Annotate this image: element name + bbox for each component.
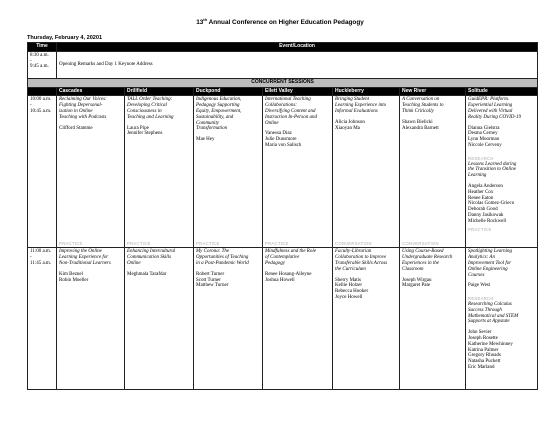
session-row-2 [28,248,538,390]
room-duckpond: Duckpond [194,87,263,96]
session-type-label: RESEARCH [468,296,494,302]
session-title: Learning [468,173,487,179]
presenter-name: Vanessa Diaz [265,131,292,137]
session-title: Think Critically [402,108,434,114]
session-title: Analytics: An [468,255,495,261]
session-cell [466,96,538,248]
session-type-label: PRACTICE [127,240,151,246]
session-title: Enhancing Intercultural [127,249,176,255]
keynote-event: Opening Remarks and Day 1 Keynote Address [57,51,538,78]
session-title: Opportunities of Teaching [196,255,249,261]
session-title: Teaching with Podcasts [59,114,107,120]
presenter-name: Joseph Rosette [468,335,498,341]
room-new-river: New River [400,87,466,96]
presenter-name: Alicia Johnson [335,119,365,125]
presenter-name: Meghmala Tarafdar [127,271,167,277]
presenter-name: Laura Pipe [127,125,149,131]
session-type-label: CONVERSATION [335,240,372,246]
session-title: of Contemplative [265,255,300,261]
presenter-name: Kellie Holzer [335,283,363,289]
session-cell [125,248,194,390]
session-title: Fighting Depersonal- [59,103,103,109]
session-title: Undergraduate Research [402,255,453,261]
session-cell [333,96,400,248]
session-type-label: PRACTICE [468,226,492,232]
presenter-name: Natasha Puckett [468,359,501,365]
session-cell [194,248,263,390]
session-title: Collaborations: [265,103,297,109]
keynote-row [28,51,538,78]
presenter-name: Dianna Gielstra [468,125,500,131]
room-header-row [28,87,538,96]
session-title: Transferable Skills Across [335,260,388,266]
presenter-name: Rebecca Hooker [335,289,369,295]
presenter-name: Jennifer Stephens [127,131,163,137]
session-title: Transformation [196,126,228,132]
presenter-name: Matthew Turner [196,283,229,289]
presenter-name: Heather Cox [468,189,494,195]
conference-title: 13th Annual Conference on Higher Education Pedagogy [196,17,364,27]
session-type-label: PRACTICE [196,240,220,246]
session-title: Indigenous Education, [196,97,242,103]
presenter-name: Nicolas Gomez-Grieco [468,201,515,207]
room-blank [28,87,57,96]
presenter-name: Michelle Rockwell [468,218,507,224]
keynote-time: 8:30 a.m. - 9:45 a.m. [28,51,57,78]
schedule-table [27,42,538,390]
session-title: Online [127,260,141,266]
presenter-name: Niccole Cerveny [468,142,502,148]
presenter-name: Desma Cerney [468,131,498,137]
session-title: Online Engineering [468,266,508,272]
session-title: Collaboration to Improve [335,255,387,261]
session-title: Learning Experience for [59,255,109,261]
room-cascades: Cascades [57,87,125,96]
session-title: Spotlighting Learning [468,249,513,255]
session-cell [263,248,333,390]
session-title: Mathematical and STEM [468,313,519,319]
session-title: Informal Evaluations [335,108,378,114]
presenter-name: Angela Anderson [468,183,503,189]
presenter-name: Sherry Matis [335,277,361,283]
presenter-name: Gregory Rhoads [468,353,501,359]
presenter-name: Joyce Howell [335,294,363,300]
room-huckleberry: Huckleberry [333,87,400,96]
presenter-name: Robin Moeller [59,277,89,283]
session-cell [57,96,125,248]
session-title: Experiences in the [402,260,439,266]
presenter-name: Maria von Salisch [265,142,302,148]
event-header: Event/Location [57,43,538,52]
session-title: Classroom [402,266,424,272]
presenter-name: Robert Turner [196,271,225,277]
session-title: GuidEPR: Platform. [468,97,510,103]
session-title: Improvement Tool for [468,260,512,266]
session-title: Diversifying Content and [265,108,316,114]
schedule-date: Thursday, February 4, 20201 [27,35,103,41]
presenter-name: Lynn Moorman [468,137,500,143]
session-title: Teaching Students to [402,103,444,109]
presenter-name: Margaret Pate [402,283,431,289]
session-title: Equity, Empowerment, [196,108,242,114]
session-title: Teaching and Learning [127,114,174,120]
presenter-name: Xiaoyan Ma [335,125,360,131]
room-drillfield: Drillfield [125,87,194,96]
session-cell [194,96,263,248]
session-type-label: RESEARCH [468,155,494,161]
session-cell [400,248,466,390]
session-title: Supports at Appstate [468,319,510,325]
session-title: ization in Online [59,108,93,114]
presenter-name: Julie Dunsmore [265,137,297,143]
session-title: Experiential Learning [468,103,513,109]
session-row-1 [28,96,538,248]
presenter-name: Scott Turner [196,277,221,283]
session-title: Success Through [468,307,502,313]
session-title: Instruction In-Person and [265,114,317,120]
presenter-name: Renee Hosang-Alleyne [265,271,312,277]
session-title: Using Course-Based [402,249,444,255]
presenter-name: Mae Hey [196,137,215,143]
session-title: Faculty-Librarian [335,249,372,255]
session-cell [125,96,194,248]
session-title: Reclaiming Our Voices: [59,97,107,103]
session-title: the Curriculum [335,266,366,272]
session-title: My Corona: The [196,249,230,255]
session-title: Non-Traditional Learners [59,260,111,266]
session-title: Bringing Student [335,97,370,103]
session-title: TALL Order Teaching: [127,97,173,103]
presenter-name: Joseph Wirgau [402,277,432,283]
session-cell [333,248,400,390]
session-title: Researching Calculus [468,301,512,307]
session-title: the Transition to Online [468,167,516,173]
session-cell [263,96,333,248]
header-row [28,43,538,52]
session-2-time: 11:00 a.m. - 11:45 a.m. [28,248,57,390]
session-title: Delivered with Virtual [468,108,513,114]
presenter-name: Paige West [468,283,491,289]
presenter-name: Eric Marland [468,364,495,370]
session-title: Reality During COVID-19 [468,114,522,120]
session-title: Sustainability, and [196,114,234,120]
session-title: Mindfulness and the Role [265,249,316,255]
presenter-name: Alexandra Barnett [402,125,439,131]
presenter-name: Danny Jasikowak [468,212,504,218]
session-title: Courses [468,272,485,278]
session-1-time: 10:00 a.m. - 10:45 a.m. [28,96,57,248]
session-type-label: PRACTICE [265,240,289,246]
presenter-name: Deborah Good [468,207,498,213]
room-ellett-valley: Ellett Valley [263,87,333,96]
session-title: Communication Skills [127,255,172,261]
session-title: International Teaching [265,97,311,103]
presenter-name: Joshua Howell [265,277,295,283]
presenter-name: Renee Eaton [468,195,494,201]
presenter-name: Shawn Bielicki [402,119,433,125]
presenter-name: Clifford Stamme [59,125,93,131]
room-solitude: Solitude [466,87,538,96]
session-title: A Conversation on [402,97,440,103]
session-title: in a Post-Pandemic World [196,260,249,266]
session-title: Learning Experience into [335,103,387,109]
session-title: Improving the Online [59,249,102,255]
session-cell [400,96,466,248]
presenter-name: John Sevier [468,330,492,336]
concurrent-sessions-label: CONCURRENT SESSIONS [28,78,538,87]
session-title: Online [265,120,279,126]
session-cell [57,248,125,390]
presenter-name: Katrina Palmer [468,347,499,353]
session-type-label: CONVERSATION [402,240,439,246]
session-title: Consciousness in [127,108,162,114]
session-title: Pedagogy [265,260,285,266]
concurrent-sessions-row [28,78,538,87]
session-title: Community [196,120,220,126]
time-header: Time [28,43,57,52]
session-cell [466,248,538,390]
session-title: Pedagogy Supporting [196,103,240,109]
session-type-label: PRACTICE [59,240,83,246]
presenter-name: Katherine Mewhinney [468,341,513,347]
session-title: Developing Critical [127,103,167,109]
presenter-name: Kim Beznel [59,271,84,277]
session-title: Lessons Learned during [468,161,517,167]
